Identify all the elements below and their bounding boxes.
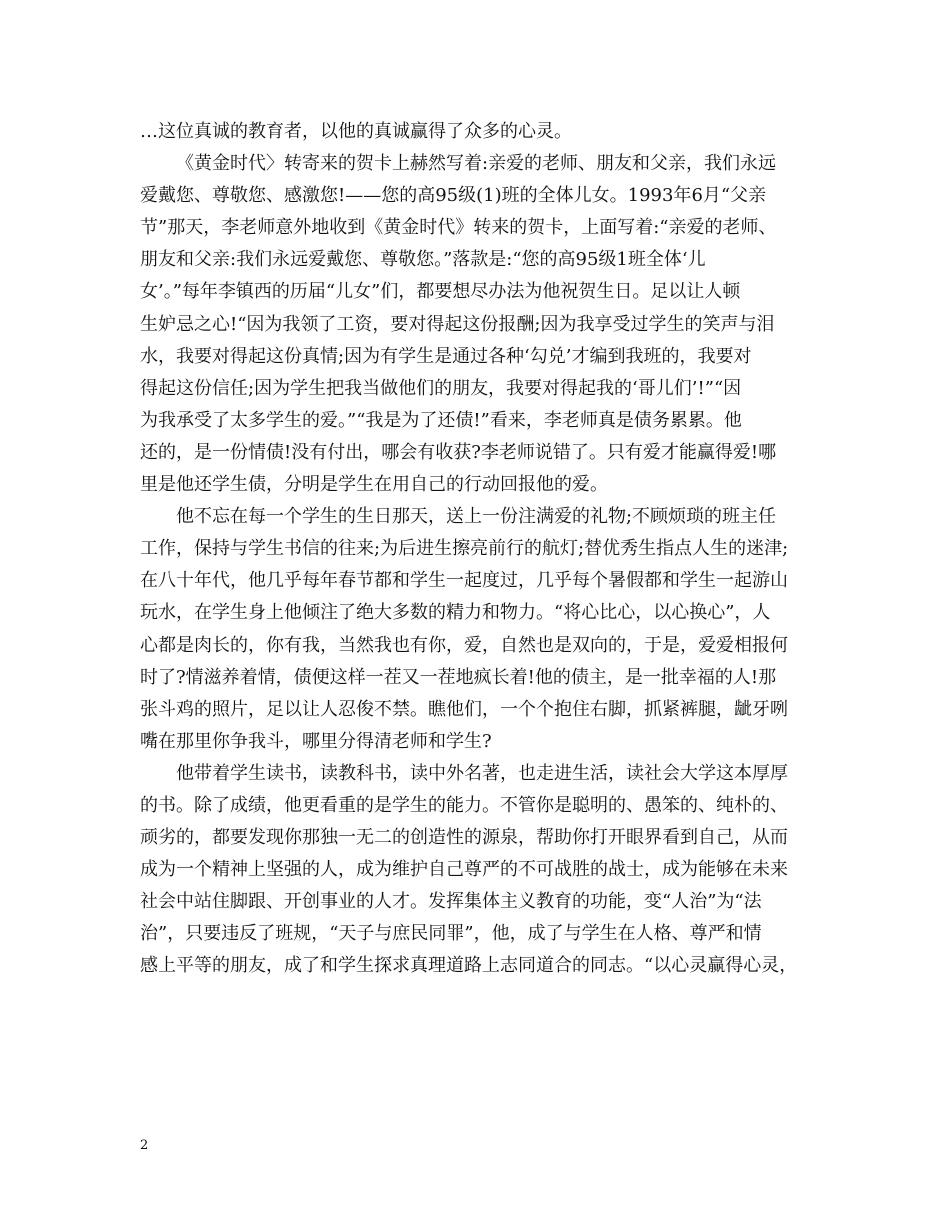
text-line: 的书。除了成绩，他更看重的是学生的能力。不管你是聪明的、愚笨的、纯朴的、 [140, 794, 788, 816]
text-line: 爱戴您、尊敬您、感激您!——您的高95级(1)班的全体儿女。1993年6月“父亲 [140, 185, 767, 207]
text-line: 治”，只要违反了班规，“天子与庶民同罪”，他，成了与学生在人格、尊严和情 [140, 923, 762, 945]
text-line: 心都是肉长的，你有我，当然我也有你，爱，自然也是双向的，于是，爱爱相报何 [140, 634, 788, 656]
text-line: 节”那天，李老师意外地收到《黄金时代》转来的贺卡，上面写着:“亲爱的老师、 [140, 217, 777, 239]
text-line: 《黄金时代〉转寄来的贺卡上赫然写着:亲爱的老师、朋友和父亲，我们永远 [176, 153, 777, 175]
text-line: 嘴在那里你争我斗，哪里分得清老师和学生? [140, 730, 492, 752]
text-line: 时了?情滋养着情，债便这样一茬又一茬地疯长着!他的债主，是一批幸福的人!那 [140, 666, 777, 688]
text-line: 他带着学生读书，读教科书，读中外名著，也走进生活，读社会大学这本厚厚 [176, 762, 788, 784]
text-line: 他不忘在每一个学生的生日那天，送上一份注满爱的礼物;不顾烦琐的班主任 [176, 506, 777, 528]
page-number: 2 [140, 1138, 149, 1153]
text-line: 工作，保持与学生书信的往来;为后进生擦亮前行的航灯;替优秀生指点人生的迷津; [140, 538, 789, 560]
text-line: 还的，是一份情债!没有付出，哪会有收获?李老师说错了。只有爱才能赢得爱!哪 [140, 441, 777, 463]
text-line: 顽劣的，都要发现你那独一无二的创造性的源泉，帮助你打开眼界看到自己，从而 [140, 827, 788, 849]
text-line: 朋友和父亲:我们永远爱戴您、尊敬您。”落款是:“您的高95级1班全体‘儿 [140, 249, 706, 271]
text-line: 在八十年代，他几乎每年春节都和学生一起度过，几乎每个暑假都和学生一起游山 [140, 570, 788, 592]
text-line: 张斗鸡的照片，足以让人忍俊不禁。瞧他们，一个个抱住右脚，抓紧裤腿，龇牙咧 [140, 698, 788, 720]
text-line: 为我承受了太多学生的爱。”“我是为了还债!”看来，李老师真是债务累累。他 [140, 409, 742, 431]
text-line: 玩水，在学生身上他倾注了绝大多数的精力和物力。“将心比心，以心换心”，人 [140, 602, 771, 624]
text-line: 水，我要对得起这份真情;因为有学生是通过各种‘勾兑’才编到我班的，我要对 [140, 345, 752, 367]
text-line: 女’。”每年李镇西的历届“儿女”们，都要想尽办法为他祝贺生日。足以让人顿 [140, 281, 741, 303]
text-line: 成为一个精神上坚强的人，成为维护自己尊严的不可战胜的战士，成为能够在未来 [140, 859, 788, 881]
text-line: 感上平等的朋友，成了和学生探求真理道路上志同道合的同志。“以心灵赢得心灵， [140, 955, 798, 977]
body-text [140, 116, 825, 983]
text-line: …这位真诚的教育者，以他的真诚赢得了众多的心灵。 [140, 121, 572, 142]
text-line: 里是他还学生债，分明是学生在用自己的行动回报他的爱。 [140, 474, 608, 496]
text-line: 社会中站住脚跟、开创事业的人才。发挥集体主义教育的功能，变“人治”为“法 [140, 891, 762, 913]
text-line: 生妒忌之心!“因为我领了工资，要对得起这份报酬;因为我享受过学生的笑声与泪 [140, 313, 775, 335]
text-line: 得起这份信任;因为学生把我当做他们的朋友，我要对得起我的‘哥儿们’!”“因 [140, 377, 742, 399]
